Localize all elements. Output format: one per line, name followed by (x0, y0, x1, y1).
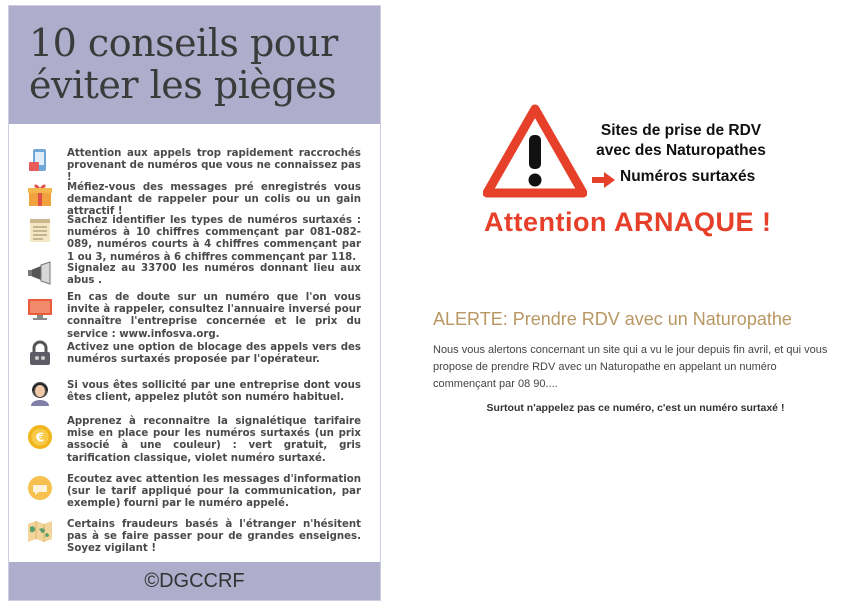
tip-text: En cas de doute sur un numéro que l'on vous invite à rappeler, consultez l'annuaire inversé pour connaître l'entreprise concernée et le prix du service : www.infosva.org. (67, 292, 361, 340)
svg-text:€: € (35, 430, 45, 445)
premium-numbers-label: Numéros surtaxés (620, 168, 756, 185)
tip-text: Certains fraudeurs basés à l'étranger n'hésitent pas à se faire passer pour de grandes enseignes. Soyez vigilant ! (67, 519, 361, 555)
tip-text: Attention aux appels trop rapidement raccrochés provenant de numéros que vous ne connaissez pas ! (67, 148, 361, 184)
arrow-right-icon (592, 171, 616, 189)
poster-header (9, 6, 380, 124)
poster-copyright: ©DGCCRF (144, 570, 245, 592)
megaphone-icon (27, 260, 53, 286)
tip-text: Méfiez-vous des messages pré enregistrés vous demandant de rappeler pour un colis ou un gain attractif ! (67, 182, 361, 218)
poster-footer (9, 562, 380, 600)
padlock-icon (27, 340, 53, 366)
alert-emphasis: Surtout n'appelez pas ce numéro, c'est un numéro surtaxé ! (486, 402, 785, 414)
warning-subject (578, 121, 784, 161)
poster-title: 10 conseils pour éviter les pièges (29, 21, 338, 107)
scam-warning-heading: Attention ARNAQUE ! (484, 207, 772, 237)
alert-title: ALERTE: Prendre RDV avec un Naturopathe (433, 309, 792, 329)
tip-text: Ecoutez avec attention les messages d'information (sur le tarif appliqué pour la communication, par exemple) fourni par le numéro appelé. (67, 474, 361, 510)
speech-bubble-icon (27, 475, 53, 501)
notepad-icon (27, 217, 53, 243)
gift-icon (27, 182, 53, 208)
warning-subject-line-1: Sites de prise de RDV (600, 122, 762, 139)
world-map-icon (27, 518, 53, 544)
monitor-icon (27, 296, 53, 322)
warning-subject-line-2: avec des Naturopathes (596, 142, 766, 159)
tip-text: Signalez au 33700 les numéros donnant lieu aux abus . (67, 263, 361, 287)
tip-text: Sachez identifier les types de numéros surtaxés : numéros à 10 chiffres commençant par 081-082-089, numéros courts à 4 chiffres commençant par 1 ou 3, numéros à 6 chiffres commençant par 118. (67, 215, 361, 263)
operator-icon (27, 380, 53, 406)
phone-icon (27, 148, 53, 174)
euro-coin-icon (27, 424, 53, 450)
warning-triangle-icon (483, 103, 587, 199)
tip-text: Si vous êtes sollicité par une entreprise dont vous êtes client, appelez plutôt son numéro habituel. (67, 380, 361, 404)
tip-text: Apprenez à reconnaitre la signalétique tarifaire mise en place pour les numéros surtaxés (un prix associé à une couleur) : vert gratuit, gris tarification classique, violet numéro surtaxé. (67, 416, 361, 464)
alert-body: Nous vous alertons concernant un site qui a vu le jour depuis fin avril, et qui vous propose de prendre RDV avec un Naturopathe en appelant un numéro commençant par 08 90.... (433, 344, 828, 390)
dgccrf-poster (8, 5, 381, 601)
tip-text: Activez une option de blocage des appels vers des numéros surtaxés proposée par l'opérateur. (67, 342, 361, 366)
